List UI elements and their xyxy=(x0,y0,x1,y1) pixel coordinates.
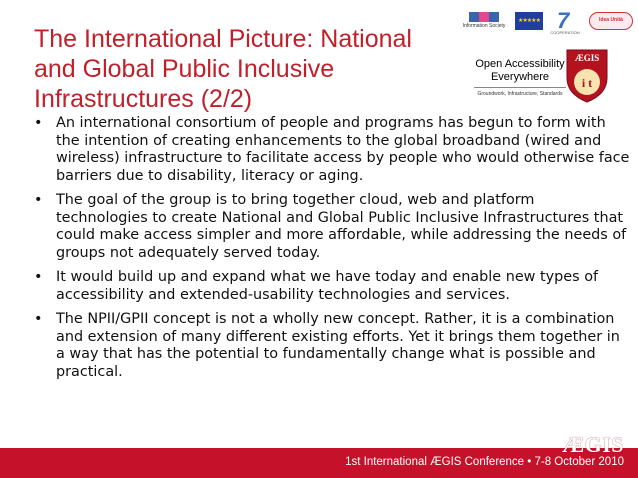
bullet-text: It would build up and expand what we have today and enable new types of accessibility and extended-usability technologies and services. xyxy=(56,269,599,303)
bullet-item xyxy=(34,192,630,262)
tagline-sub: Groundwork, Infrastructure, Standards xyxy=(477,91,563,97)
bullet-item xyxy=(34,115,630,185)
tagline-main-1: Open Accessibility xyxy=(475,58,565,70)
tagline-block xyxy=(470,58,570,97)
title-line-2: and Global Public Inclusive xyxy=(34,55,335,83)
slide-title xyxy=(34,24,454,114)
aegis-shield-icon xyxy=(565,48,609,104)
bullet-marker: • xyxy=(34,115,43,131)
bullet-text: The goal of the group is to bring together cloud, web and platform technologies to create National and Global Public Inclusive Infrastructures that could make access simpler and more affordable, while addressing the needs of groups not adequately served today. xyxy=(56,192,627,261)
bullet-item xyxy=(34,311,630,381)
bullet-list xyxy=(34,115,630,388)
footer-brand-logo: ÆGIS xyxy=(562,432,624,457)
svg-text:i t: i t xyxy=(581,76,593,90)
bullet-text: The NPII/GPII concept is not a wholly new concept. Rather, it is a combination and extension of many different existing efforts. Yet it brings them together in a way that has the potential to fundamentally change what is possible and practical. xyxy=(56,311,620,380)
information-society-logo: Information Society xyxy=(455,12,513,34)
bullet-item xyxy=(34,269,630,304)
fp7-logo: 7 COOPERATION xyxy=(550,8,580,35)
title-line-3: Infrastructures (2/2) xyxy=(34,85,253,113)
bullet-marker: • xyxy=(34,269,43,285)
svg-text:ÆGIS: ÆGIS xyxy=(574,53,600,63)
title-line-1: The International Picture: National xyxy=(34,25,412,53)
tagline-divider xyxy=(474,87,566,88)
eu-flag-logo: ★★★★★ xyxy=(515,12,543,30)
partner-oval-logo: Idea Unità xyxy=(589,12,633,30)
bullet-text: An international consortium of people and programs has begun to form with the intention of creating enhancements to the global broadband (wired and wireless) infrastructure to facilitate access by people who would otherwise face barriers due to disability, literacy or aging. xyxy=(56,115,630,184)
bullet-marker: • xyxy=(34,192,43,208)
footer-conference-text: 1st International ÆGIS Conference • 7-8 October 2010 xyxy=(345,456,624,468)
bullet-marker: • xyxy=(34,311,43,327)
tagline-main-2: Everywhere xyxy=(490,71,550,83)
partner-logos xyxy=(455,8,635,42)
